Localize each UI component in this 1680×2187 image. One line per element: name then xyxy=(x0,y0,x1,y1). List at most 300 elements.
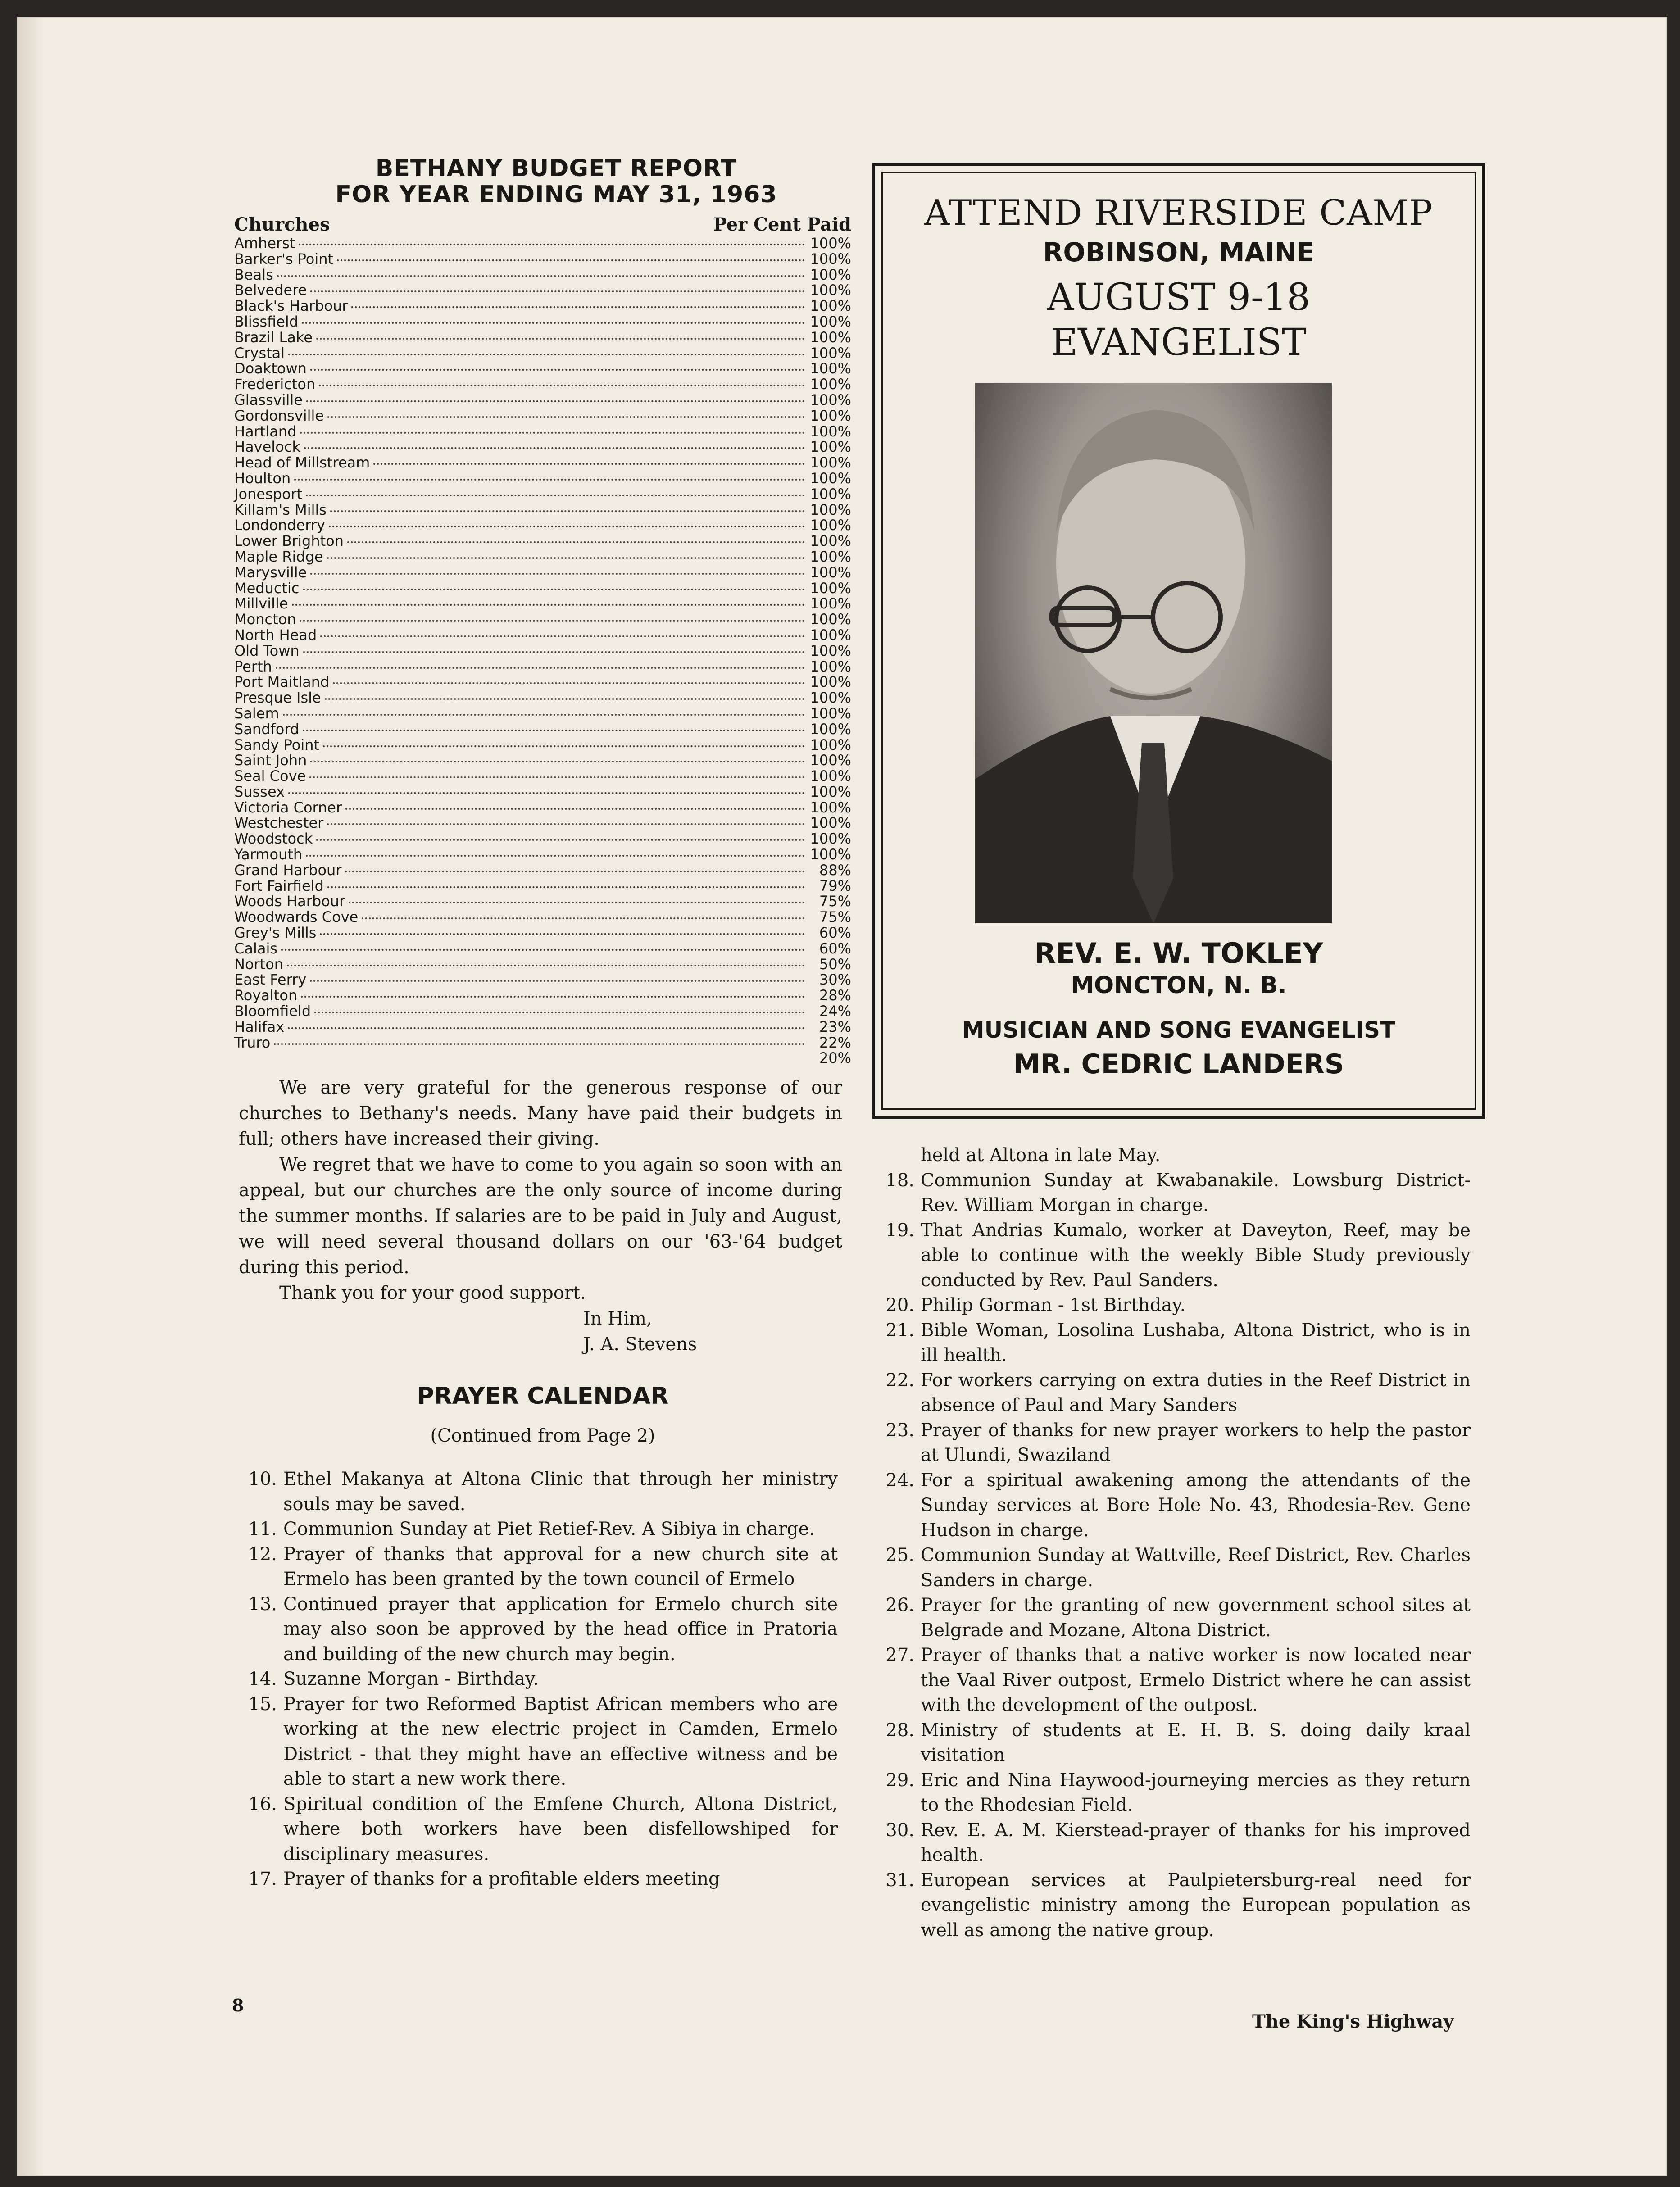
item-text: Philip Gorman - 1st Birthday. xyxy=(921,1295,1186,1316)
list-item xyxy=(872,1168,1471,1218)
table-row xyxy=(234,581,851,596)
table-row xyxy=(234,517,851,533)
list-item xyxy=(872,1543,1471,1593)
percent-paid: 100% xyxy=(810,611,851,628)
church-name: Saint John xyxy=(234,752,307,769)
table-row xyxy=(234,392,851,408)
column-percent-paid: Per Cent Paid xyxy=(713,214,851,235)
table-row xyxy=(234,251,851,267)
percent-paid: 100% xyxy=(810,563,851,581)
list-item xyxy=(234,1467,838,1517)
table-row xyxy=(234,345,851,361)
table-row xyxy=(234,408,851,424)
camp-advertisement xyxy=(872,163,1485,1119)
table-row xyxy=(234,236,851,251)
table-row xyxy=(234,988,851,1003)
leader-dots xyxy=(306,495,805,496)
percent-paid: 100% xyxy=(810,485,851,503)
church-name: Doaktown xyxy=(234,360,307,377)
percent-paid: 100% xyxy=(810,783,851,800)
leader-dots xyxy=(303,730,805,731)
table-row xyxy=(234,690,851,706)
church-name: Presque Isle xyxy=(234,689,321,707)
item-text: European services at Paulpietersburg-real need for evangelistic ministry among the European population as well as among the native group. xyxy=(921,1869,1471,1941)
budget-table xyxy=(234,236,851,1050)
church-name: Brazil Lake xyxy=(234,328,313,346)
list-item xyxy=(872,1293,1471,1318)
table-row xyxy=(234,721,851,737)
church-name: Seal Cove xyxy=(234,767,306,785)
letter-paragraph-1: We are very grateful for the generous response of our churches to Bethany's needs. Many have paid their budgets in full; others have increased their giving. xyxy=(239,1077,842,1149)
table-row xyxy=(234,706,851,721)
leader-dots xyxy=(303,589,805,590)
leader-dots xyxy=(310,290,805,292)
leader-dots xyxy=(323,745,805,747)
church-name: Yarmouth xyxy=(234,846,303,863)
church-name: Royalton xyxy=(234,987,298,1004)
item-number: 13. xyxy=(248,1593,277,1615)
item-number: 16. xyxy=(248,1793,277,1815)
list-item xyxy=(234,1867,838,1892)
prayer-list-left xyxy=(234,1467,838,1892)
church-name: Port Maitland xyxy=(234,673,330,691)
table-row xyxy=(234,831,851,847)
church-name: Black's Harbour xyxy=(234,297,348,315)
table-row xyxy=(234,596,851,612)
leader-dots xyxy=(373,463,805,465)
leader-dots xyxy=(281,949,805,951)
item-text: Continued prayer that application for Ermelo church site may also soon be approved by the head office in Pratoria and building of the new church may begin. xyxy=(283,1593,838,1665)
church-name: Bloomfield xyxy=(234,1003,311,1020)
leader-dots xyxy=(327,886,805,888)
church-name: Maple Ridge xyxy=(234,548,323,565)
musician-name: MR. CEDRIC LANDERS xyxy=(1013,1048,1344,1080)
church-name: Norton xyxy=(234,955,284,973)
speaker-name: REV. E. W. TOKLEY xyxy=(1034,937,1323,970)
list-item xyxy=(234,1792,838,1867)
percent-paid: 100% xyxy=(810,469,851,487)
leader-dots xyxy=(325,698,805,700)
table-row xyxy=(234,471,851,486)
bleed-through-text: ​ xyxy=(1173,1288,1178,1361)
list-item xyxy=(872,1418,1471,1468)
table-row xyxy=(234,627,851,643)
item-number: 23. xyxy=(885,1420,914,1441)
page-number: 8 xyxy=(232,1995,244,2015)
percent-paid: 23% xyxy=(819,1018,851,1035)
percent-paid: 30% xyxy=(819,971,851,989)
column-churches: Churches xyxy=(234,214,330,235)
table-row xyxy=(234,737,851,753)
percent-paid: 50% xyxy=(819,955,851,973)
church-name: Calais xyxy=(234,939,278,957)
item-text: For a spiritual awakening among the attendants of the Sunday services at Bore Hole No. 43, Rhodesia-Rev. Gene Hudson in charge. xyxy=(921,1470,1471,1541)
leader-dots xyxy=(347,541,805,543)
item-number: 15. xyxy=(248,1693,277,1715)
ad-dates: AUGUST 9-18 xyxy=(1047,276,1311,319)
church-name: Victoria Corner xyxy=(234,799,342,816)
percent-paid: 100% xyxy=(810,454,851,472)
table-row xyxy=(234,298,851,314)
percent-paid: 100% xyxy=(810,313,851,330)
percent-paid: 100% xyxy=(810,846,851,863)
leader-dots xyxy=(276,667,805,669)
percent-paid: 60% xyxy=(819,924,851,942)
budget-title-line2: FOR YEAR ENDING MAY 31, 1963 xyxy=(335,181,777,208)
table-row xyxy=(234,439,851,455)
church-name: Lower Brighton xyxy=(234,532,344,550)
church-name: Sandford xyxy=(234,720,300,738)
church-name: North Head xyxy=(234,626,317,644)
percent-paid: 100% xyxy=(810,250,851,268)
list-item xyxy=(234,1667,838,1692)
table-row xyxy=(234,674,851,690)
letter-paragraph-3: Thank you for your good support. xyxy=(279,1283,586,1303)
budget-extra-percent: 20% xyxy=(819,1049,851,1067)
item-number: 25. xyxy=(885,1545,914,1565)
leader-dots xyxy=(310,761,805,762)
leader-dots xyxy=(310,980,805,982)
item-number: 22. xyxy=(885,1370,914,1391)
table-row xyxy=(234,314,851,330)
percent-paid: 100% xyxy=(810,799,851,816)
item-text: Spiritual condition of the Emfene Church, Altona District, where both workers have been disfellowshiped for disciplinary measures. xyxy=(283,1793,838,1865)
table-row xyxy=(234,361,851,377)
leader-dots xyxy=(274,1043,805,1045)
church-name: Old Town xyxy=(234,642,300,659)
percent-paid: 100% xyxy=(810,281,851,299)
leader-dots xyxy=(345,871,805,872)
percent-paid: 100% xyxy=(810,391,851,408)
church-name: Grey's Mills xyxy=(234,924,317,942)
leader-dots xyxy=(277,275,805,277)
leader-dots xyxy=(337,259,805,261)
budget-column-headers xyxy=(234,214,851,236)
list-item xyxy=(872,1643,1471,1718)
church-name: Killam's Mills xyxy=(234,501,327,518)
church-name: Gordonsville xyxy=(234,407,324,424)
item-text: Prayer for two Reformed Baptist African members who are working at the new electric project in Camden, Ermelo District - that they might have an effective witness and be able to start a new work there. xyxy=(283,1693,838,1789)
leader-dots xyxy=(304,447,805,449)
list-item-continuation: held at Altona in late May. xyxy=(921,1145,1161,1166)
table-row xyxy=(234,424,851,440)
table-row xyxy=(234,768,851,784)
list-item xyxy=(872,1368,1471,1418)
ad-headline: ATTEND RIVERSIDE CAMP xyxy=(924,193,1433,233)
church-name: Salem xyxy=(234,704,279,722)
item-text: Prayer for the granting of new government school sites at Belgrade and Mozane, Altona District. xyxy=(921,1595,1471,1641)
publication-name: The King's Highway xyxy=(1252,2011,1454,2032)
percent-paid: 100% xyxy=(810,548,851,565)
leader-dots xyxy=(283,714,805,716)
church-name: Hartland xyxy=(234,422,297,440)
list-item xyxy=(234,1692,838,1792)
percent-paid: 100% xyxy=(810,830,851,848)
leader-dots xyxy=(320,933,805,935)
church-name: Westchester xyxy=(234,814,324,832)
table-row xyxy=(234,267,851,283)
leader-dots xyxy=(327,823,805,825)
leader-dots xyxy=(351,306,805,308)
church-name: Blissfield xyxy=(234,313,299,330)
table-row xyxy=(234,549,851,565)
church-name: Grand Harbour xyxy=(234,861,342,879)
church-name: Woodstock xyxy=(234,830,313,848)
list-item xyxy=(872,1593,1471,1643)
church-name: Barker's Point xyxy=(234,250,334,268)
item-number: 12. xyxy=(248,1543,277,1565)
percent-paid: 100% xyxy=(810,517,851,534)
evangelist-portrait-photo xyxy=(975,383,1332,923)
percent-paid: 100% xyxy=(810,689,851,707)
item-number: 30. xyxy=(885,1819,914,1841)
percent-paid: 24% xyxy=(819,1003,851,1020)
list-item xyxy=(872,1868,1471,1943)
table-row xyxy=(234,533,851,549)
leader-dots xyxy=(299,244,805,245)
church-name: Head of Millstream xyxy=(234,454,370,472)
table-row xyxy=(234,925,851,941)
percent-paid: 100% xyxy=(810,767,851,785)
church-name: Truro xyxy=(234,1034,271,1051)
church-name: Halifax xyxy=(234,1018,285,1035)
percent-paid: 100% xyxy=(810,626,851,644)
ad-location: ROBINSON, MAINE xyxy=(1043,237,1315,268)
item-text: Communion Sunday at Piet Retief-Rev. A Sibiya in charge. xyxy=(283,1519,815,1539)
item-text: That Andrias Kumalo, worker at Daveyton, Reef, may be able to continue with the weekly Bible Study previously conducted by Rev. Paul Sanders. xyxy=(921,1220,1471,1291)
list-item xyxy=(872,1818,1471,1868)
leader-dots xyxy=(310,573,805,575)
church-name: Moncton xyxy=(234,611,296,628)
table-row xyxy=(234,377,851,392)
percent-paid: 60% xyxy=(819,939,851,957)
letter-paragraph-2: We regret that we have to come to you again so soon with an appeal, but our churches are the only source of income during the summer months. If salaries are to be paid in July and August, we will need several thousand dollars on our '63-'64 budget during this period. xyxy=(239,1154,842,1278)
letter-signature: J. A. Stevens xyxy=(583,1334,697,1355)
table-row xyxy=(234,502,851,518)
percent-paid: 100% xyxy=(810,658,851,675)
list-item xyxy=(872,1218,1471,1293)
percent-paid: 100% xyxy=(810,328,851,346)
leader-dots xyxy=(329,526,805,527)
list-item xyxy=(234,1517,838,1542)
percent-paid: 100% xyxy=(810,344,851,362)
church-name: Sussex xyxy=(234,783,285,800)
church-name: Havelock xyxy=(234,438,300,456)
leader-dots xyxy=(288,1027,805,1029)
church-name: Jonesport xyxy=(234,485,303,503)
church-name: Millville xyxy=(234,595,288,613)
leader-dots xyxy=(300,432,805,434)
leader-dots xyxy=(327,557,805,559)
church-name: Crystal xyxy=(234,344,285,362)
item-number: 14. xyxy=(248,1669,277,1689)
ad-evangelist-label: EVANGELIST xyxy=(1051,321,1307,364)
speaker-city: MONCTON, N. B. xyxy=(1071,972,1287,999)
percent-paid: 100% xyxy=(810,595,851,613)
percent-paid: 79% xyxy=(819,877,851,894)
item-number: 24. xyxy=(885,1470,914,1491)
leader-dots xyxy=(316,338,805,340)
item-text: Prayer of thanks for new prayer workers to help the pastor at Ulundi, Swaziland xyxy=(921,1420,1471,1466)
prayer-calendar-subtitle: (Continued from Page 2) xyxy=(430,1425,655,1446)
leader-dots xyxy=(306,400,805,402)
item-text: Ministry of students at E. H. B. S. doing daily kraal visitation xyxy=(921,1720,1471,1765)
church-name: Marysville xyxy=(234,563,307,581)
percent-paid: 100% xyxy=(810,579,851,597)
portrait-illustration xyxy=(975,383,1332,923)
table-row xyxy=(234,847,851,862)
church-name: Belvedere xyxy=(234,281,307,299)
table-row xyxy=(234,643,851,659)
list-item xyxy=(234,1542,838,1592)
leader-dots xyxy=(288,354,805,355)
percent-paid: 100% xyxy=(810,422,851,440)
list-item xyxy=(872,1768,1471,1818)
item-text: For workers carrying on extra duties in the Reef District in absence of Paul and Mary Sanders xyxy=(921,1370,1471,1416)
item-text: Prayer of thanks that approval for a new church site at Ermelo has been granted by the town council of Ermelo xyxy=(283,1543,838,1589)
church-name: Amherst xyxy=(234,235,295,252)
item-number: 27. xyxy=(885,1645,914,1665)
item-number: 28. xyxy=(885,1720,914,1741)
leader-dots xyxy=(320,635,805,637)
budget-title-line1: BETHANY BUDGET REPORT xyxy=(375,155,737,182)
table-row xyxy=(234,486,851,502)
percent-paid: 100% xyxy=(810,642,851,659)
church-name: Glassville xyxy=(234,391,303,408)
item-number: 31. xyxy=(885,1869,914,1891)
item-number: 26. xyxy=(885,1595,914,1615)
item-number: 19. xyxy=(885,1220,914,1241)
church-name: Woodwards Cove xyxy=(234,908,359,926)
table-row xyxy=(234,612,851,627)
percent-paid: 88% xyxy=(819,861,851,879)
table-row xyxy=(234,565,851,581)
table-row xyxy=(234,1019,851,1035)
table-row xyxy=(234,330,851,345)
item-number: 29. xyxy=(885,1770,914,1791)
church-name: Perth xyxy=(234,658,272,675)
church-name: Fredericton xyxy=(234,376,316,393)
letter-closing: In Him, xyxy=(583,1308,652,1329)
percent-paid: 100% xyxy=(810,752,851,769)
page-edge-shadow xyxy=(18,18,45,2175)
leader-dots xyxy=(333,682,805,684)
leader-dots xyxy=(309,776,805,778)
table-row xyxy=(234,282,851,298)
item-text: Prayer of thanks for a profitable elders meeting xyxy=(283,1869,720,1889)
budget-appeal-letter xyxy=(239,1075,842,1357)
church-name: Londonderry xyxy=(234,517,325,534)
leader-dots xyxy=(314,1012,805,1013)
percent-paid: 75% xyxy=(819,893,851,910)
prayer-calendar-title: PRAYER CALENDAR xyxy=(417,1383,669,1410)
table-row xyxy=(234,972,851,988)
leader-dots xyxy=(362,917,805,919)
item-text: Communion Sunday at Wattville, Reef District, Rev. Charles Sanders in charge. xyxy=(921,1545,1471,1591)
table-row xyxy=(234,941,851,957)
table-row xyxy=(234,800,851,816)
budget-report xyxy=(234,155,851,1066)
percent-paid: 22% xyxy=(819,1034,851,1051)
percent-paid: 100% xyxy=(810,704,851,722)
leader-dots xyxy=(288,792,805,794)
leader-dots xyxy=(327,416,805,418)
item-text: Rev. E. A. M. Kierstead-prayer of thanks for his improved health. xyxy=(921,1819,1471,1865)
church-name: Sandy Point xyxy=(234,736,320,753)
church-name: Fort Fairfield xyxy=(234,877,324,894)
item-text: Prayer of thanks that a native worker is now located near the Vaal River outpost, Ermelo District where he can assist with the development of the outpost. xyxy=(921,1645,1471,1715)
percent-paid: 28% xyxy=(819,987,851,1004)
leader-dots xyxy=(300,620,805,622)
item-number: 17. xyxy=(248,1869,277,1889)
leader-dots xyxy=(294,479,805,481)
percent-paid: 100% xyxy=(810,814,851,832)
list-item xyxy=(872,1718,1471,1768)
leader-dots xyxy=(330,510,805,512)
leader-dots xyxy=(345,808,805,810)
church-name: Beals xyxy=(234,266,273,283)
leader-dots xyxy=(302,322,805,324)
percent-paid: 100% xyxy=(810,376,851,393)
percent-paid: 100% xyxy=(810,407,851,424)
leader-dots xyxy=(349,902,805,903)
percent-paid: 100% xyxy=(810,266,851,283)
leader-dots xyxy=(310,369,805,371)
item-text: Bible Woman, Losolina Lushaba, Altona District, who is in ill health. xyxy=(921,1320,1471,1366)
percent-paid: 100% xyxy=(810,360,851,377)
percent-paid: 100% xyxy=(810,235,851,252)
church-name: Houlton xyxy=(234,469,291,487)
item-number: 10. xyxy=(248,1469,277,1489)
percent-paid: 100% xyxy=(810,501,851,518)
percent-paid: 100% xyxy=(810,297,851,315)
item-number: 20. xyxy=(885,1295,914,1316)
table-row xyxy=(234,862,851,878)
table-row xyxy=(234,894,851,909)
percent-paid: 75% xyxy=(819,908,851,926)
leader-dots xyxy=(316,839,805,841)
leader-dots xyxy=(292,604,805,606)
list-item xyxy=(872,1318,1471,1368)
item-number: 18. xyxy=(885,1170,914,1191)
item-text: Ethel Makanya at Altona Clinic that through her ministry souls may be saved. xyxy=(283,1469,838,1515)
musician-title: MUSICIAN AND SONG EVANGELIST xyxy=(962,1017,1396,1043)
list-item xyxy=(872,1468,1471,1543)
table-row xyxy=(234,784,851,800)
list-item xyxy=(234,1592,838,1667)
item-text: Eric and Nina Haywood-journeying mercies as they return to the Rhodesian Field. xyxy=(921,1770,1471,1815)
church-name: Woods Harbour xyxy=(234,893,345,910)
item-text: Suzanne Morgan - Birthday. xyxy=(283,1669,539,1689)
item-number: 21. xyxy=(885,1320,914,1341)
percent-paid: 100% xyxy=(810,720,851,738)
table-row xyxy=(234,1035,851,1051)
leader-dots xyxy=(287,965,805,966)
percent-paid: 100% xyxy=(810,736,851,753)
table-row xyxy=(234,815,851,831)
percent-paid: 100% xyxy=(810,438,851,456)
prayer-list-right xyxy=(872,1143,1471,1943)
item-text: Communion Sunday at Kwabanakile. Lowsburg District-Rev. William Morgan in charge. xyxy=(921,1170,1471,1216)
table-row xyxy=(234,659,851,675)
percent-paid: 100% xyxy=(810,673,851,691)
leader-dots xyxy=(306,855,805,857)
table-row xyxy=(234,455,851,471)
leader-dots xyxy=(303,651,805,653)
table-row xyxy=(234,1003,851,1019)
table-row xyxy=(234,878,851,894)
table-row xyxy=(234,957,851,972)
